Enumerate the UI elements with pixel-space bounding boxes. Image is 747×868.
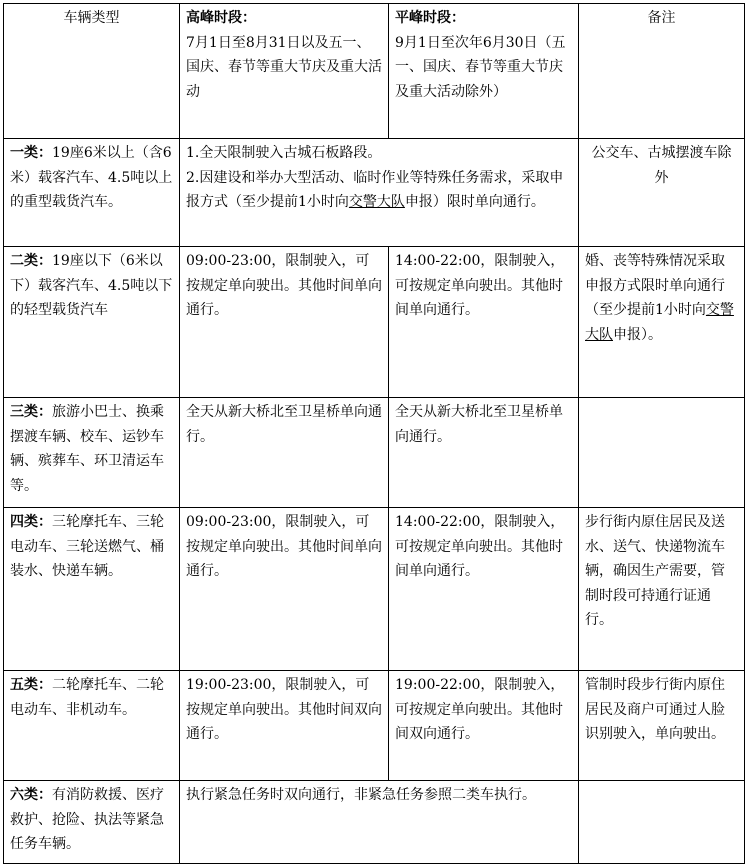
rule-line-2-end: 申报）限时单向通行。 — [404, 194, 545, 210]
category-text: 19座6米以上（含6米）载客汽车、4.5吨以上的重型载货汽车。 — [10, 145, 173, 210]
category-cell — [4, 508, 180, 671]
remark-cell — [579, 398, 745, 508]
merged-rule-cell — [180, 139, 579, 247]
header-offpeak — [389, 4, 579, 139]
remark-end: 申报）。 — [613, 326, 662, 343]
offpeak-desc: 9月1日至次年6月30日（五一、国庆、春节等重大节庆及重大活动除外） — [395, 34, 566, 100]
category-lead: 五类： — [10, 677, 52, 693]
category-text: 旅游小巴士、换乘摆渡车辆、校车、运钞车辆、殡葬车、环卫清运车等。 — [10, 404, 164, 494]
rule-line-1: 1.全天限制驶入古城石板路段。 — [186, 145, 382, 161]
category-text: 19座以下（6米以下）载客汽车、4.5吨以下的轻型载货汽车 — [10, 253, 173, 318]
table-row — [4, 508, 745, 671]
category-cell — [4, 247, 180, 398]
header-remarks: 备注 — [579, 4, 745, 139]
remark-cell: 公交车、古城摆渡车除外 — [579, 139, 745, 247]
category-lead: 三类： — [10, 404, 52, 420]
remark-cell — [579, 247, 745, 398]
header-row — [4, 4, 745, 139]
offpeak-rule-cell: 14:00-22:00，限制驶入，可按规定单向驶出。其他时间单向通行。 — [389, 508, 579, 671]
peak-rule-cell: 全天从新大桥北至卫星桥单向通行。 — [180, 398, 389, 508]
header-vehicle-type: 车辆类型 — [4, 4, 180, 139]
remark-cell: 管制时段步行街内原住居民及商户可通过人脸识别驶入，单向驶出。 — [579, 671, 745, 781]
category-cell — [4, 671, 180, 781]
table-row — [4, 247, 745, 398]
offpeak-rule-cell: 14:00-22:00，限制驶入，可按规定单向驶出。其他时间单向通行。 — [389, 247, 579, 398]
category-cell — [4, 398, 180, 508]
offpeak-rule-cell: 全天从新大桥北至卫星桥单向通行。 — [389, 398, 579, 508]
category-cell — [4, 139, 180, 247]
table-row — [4, 781, 745, 864]
merged-rule-cell: 执行紧急任务时双向通行，非紧急任务参照二类车执行。 — [180, 781, 579, 864]
category-text: 三轮摩托车、三轮电动车、三轮送燃气、桶装水、快递车辆。 — [10, 514, 164, 579]
remark-cell — [579, 781, 745, 864]
category-lead: 二类： — [10, 253, 52, 269]
peak-title: 高峰时段： — [186, 10, 256, 26]
peak-desc: 7月1日至8月31日以及五一、国庆、春节等重大节庆及重大活动 — [186, 34, 382, 100]
table-row — [4, 139, 745, 247]
peak-rule-cell: 19:00-23:00，限制驶入，可按规定单向驶出。其他时间双向通行。 — [180, 671, 389, 781]
offpeak-title: 平峰时段： — [395, 10, 465, 26]
category-lead: 四类： — [10, 514, 52, 530]
category-text: 有消防救援、医疗救护、抢险、执法等紧急任务车辆。 — [10, 787, 164, 852]
remark-start: 婚、丧等特殊情况采取申报方式限时单向通行（至少提前1小时向 — [585, 253, 725, 318]
rule-line-2 — [186, 166, 572, 215]
category-lead: 一类： — [10, 145, 52, 161]
category-lead: 六类： — [10, 787, 52, 803]
traffic-rules-table — [3, 3, 745, 864]
remark-cell: 步行街内原住居民及送水、送气、快递物流车辆，确因生产需要，管制时段可持通行证通行。 — [579, 508, 745, 671]
peak-rule-cell: 09:00-23:00，限制驶入，可按规定单向驶出。其他时间单向通行。 — [180, 508, 389, 671]
peak-rule-cell: 09:00-23:00，限制驶入，可按规定单向驶出。其他时间单向通行。 — [180, 247, 389, 398]
category-cell — [4, 781, 180, 864]
table-row — [4, 398, 745, 508]
rule-line-2-start: 2.因建设和举办大型活动、临时作业等特殊任务需求，采取申报方式（至少提前1小时向 — [186, 169, 564, 210]
police-brigade-text: 交警大队 — [585, 302, 734, 343]
police-brigade-text: 交警大队 — [348, 194, 405, 210]
header-peak — [180, 4, 389, 139]
table-row — [4, 671, 745, 781]
category-text: 二轮摩托车、二轮电动车、非机动车。 — [10, 677, 164, 718]
offpeak-rule-cell: 19:00-22:00，限制驶入，可按规定单向驶出。其他时间双向通行。 — [389, 671, 579, 781]
